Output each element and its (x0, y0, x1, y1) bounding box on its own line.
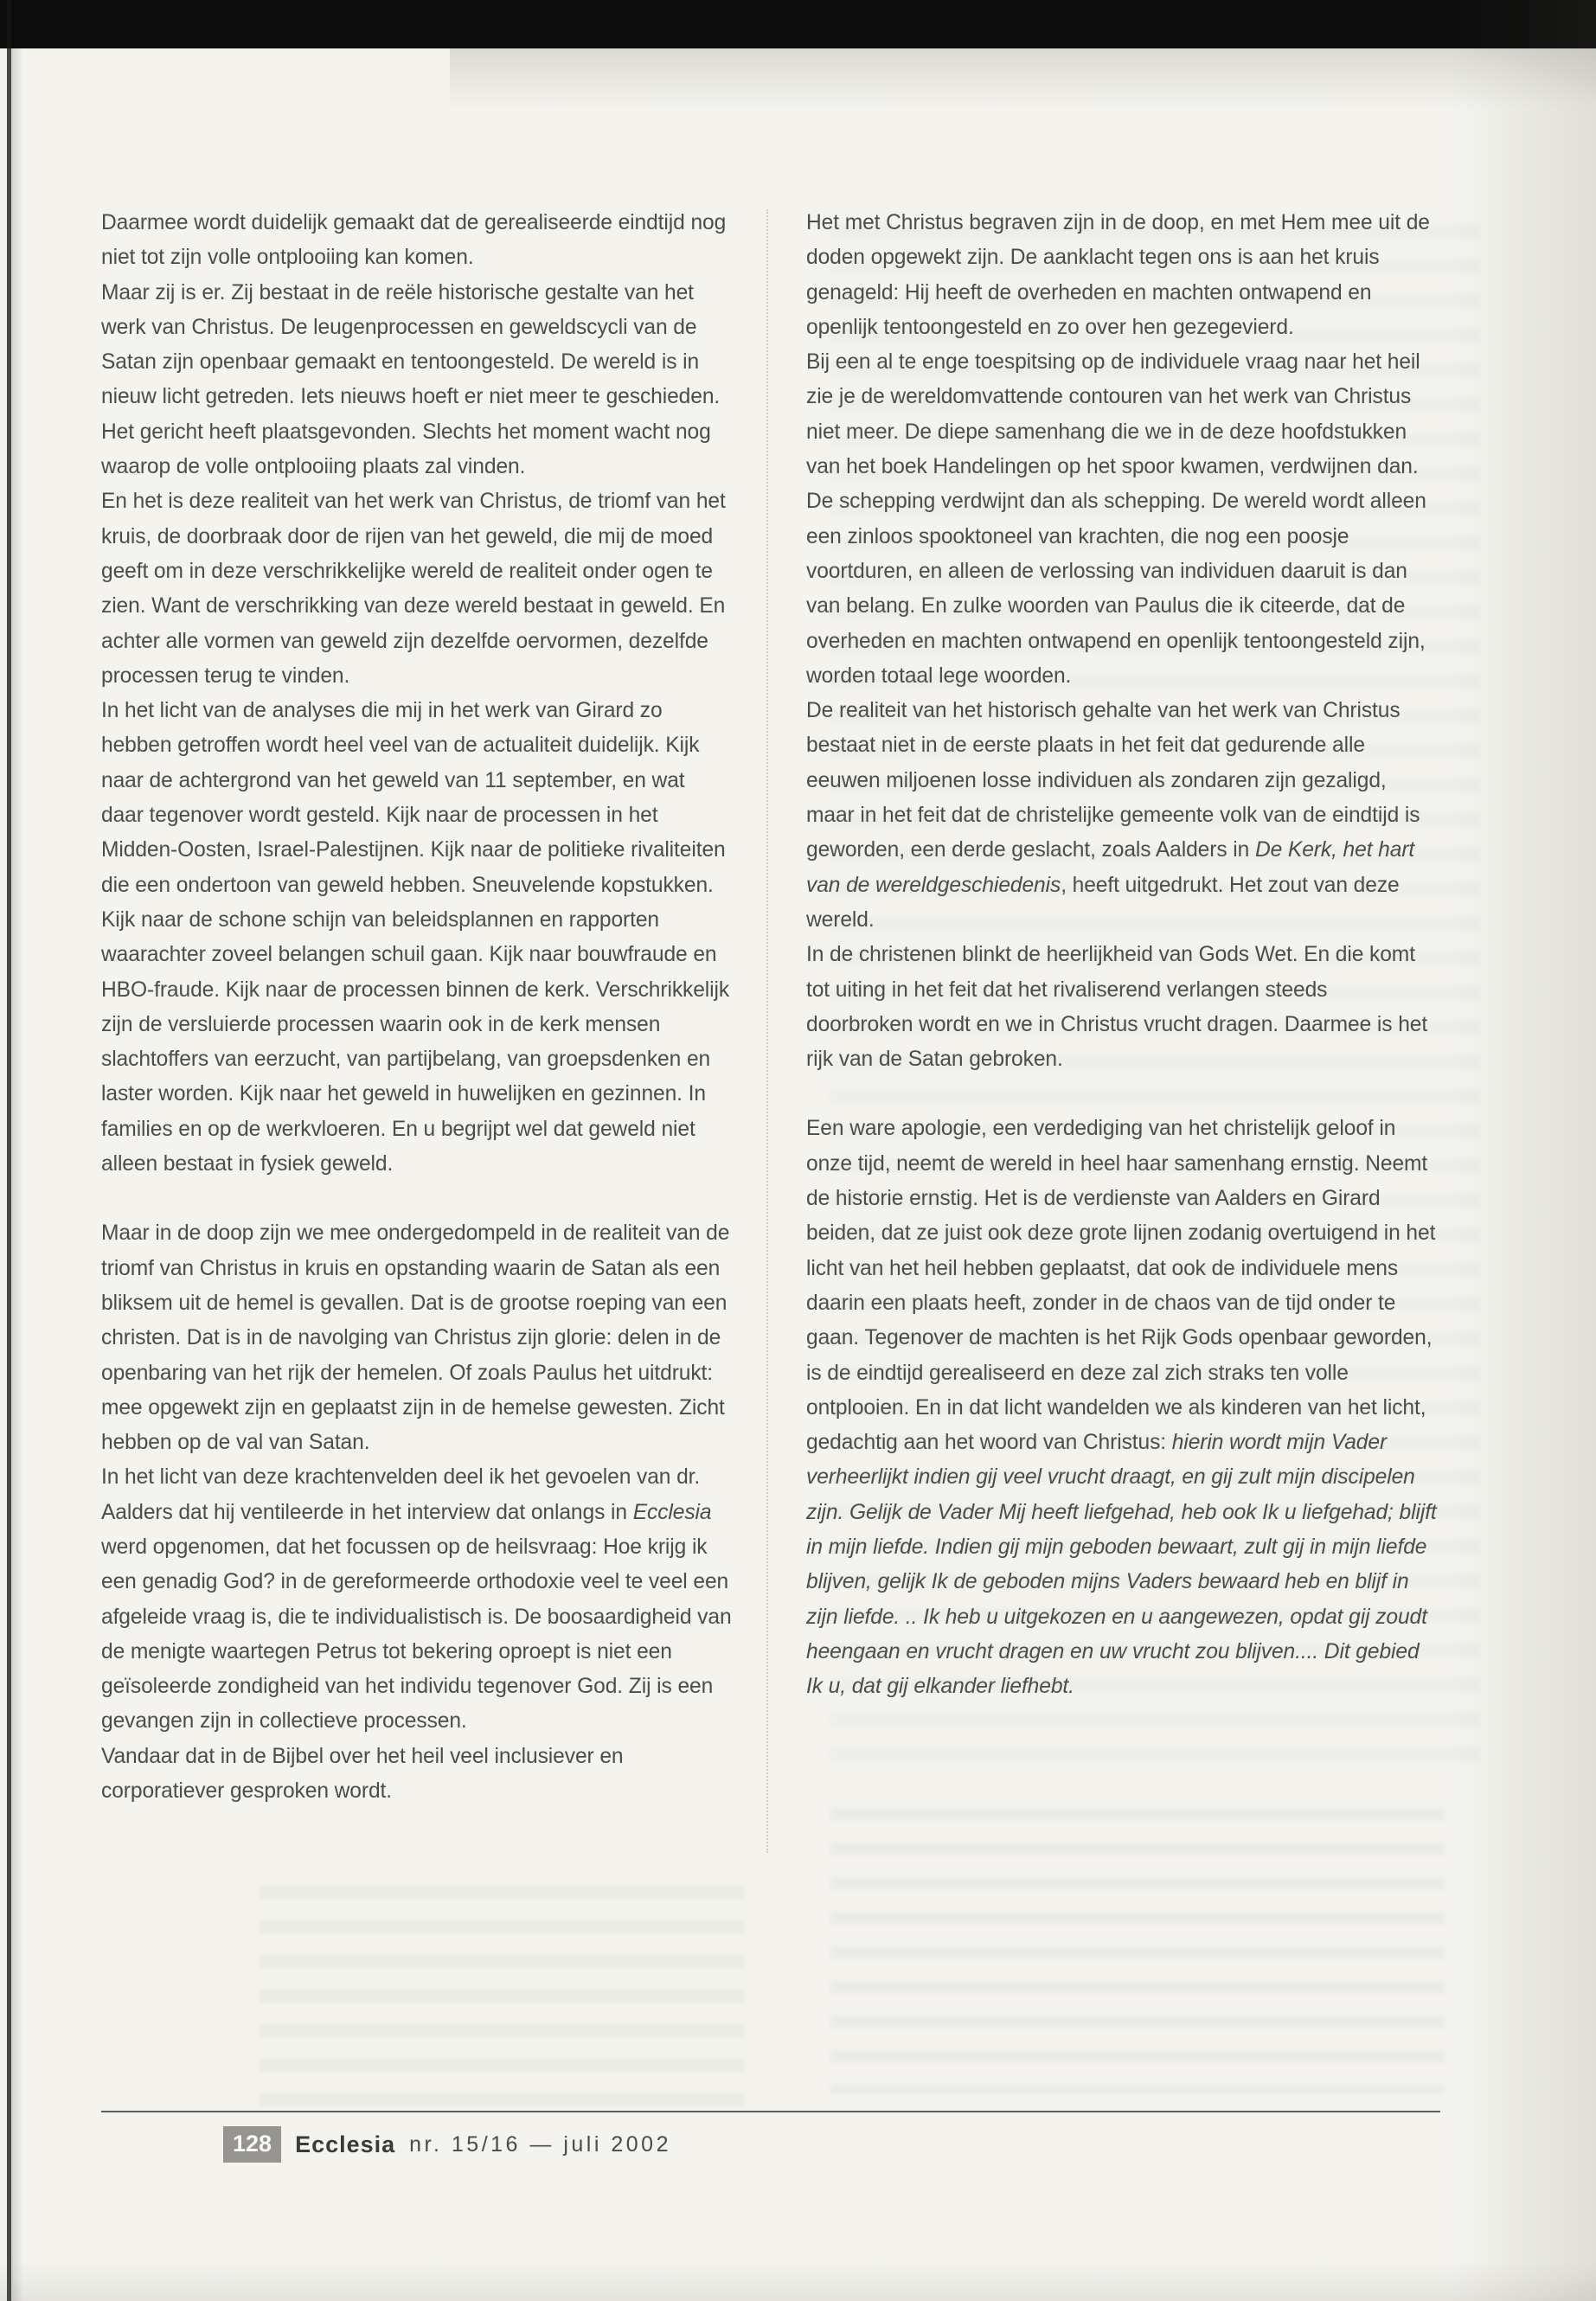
paragraph (101, 1460, 733, 1739)
text-segment: De realiteit van het historisch gehalte van het werk van Christus bestaat niet in de eerste plaats in het feit dat gedurende alle eeuwen miljoenen losse individuen als zondaren zijn gezaligd, maar in het feit dat de christelijke gemeente volk van de eindtijd is geworden, een derde geslacht, zoals Aalders in (806, 699, 1420, 862)
text-segment: Maar zij is er. Zij bestaat in de reële historische gestalte van het werk van Christus. De leugenprocessen en geweldscycli van de Satan zijn openbaar gemaakt en tentoongesteld. De wereld is in nieuw licht getreden. Iets nieuws hoeft er niet meer te geschieden. Het gericht heeft plaatsgevonden. Slechts het moment wacht nog waarop de volle ontplooiing plaats zal vinden. (101, 280, 721, 479)
scan-left-edge-shadow (11, 0, 23, 2301)
text-segment: Vandaar dat in de Bijbel over het heil veel inclusiever en corporatiever gesproken wordt. (101, 1744, 624, 1804)
column-left (101, 206, 733, 1809)
paragraph (101, 1216, 733, 1460)
text-segment: In het licht van de analyses die mij in het werk van Girard zo hebben getroffen wordt heel veel van de actualiteit duidelijk. Kijk naar de achtergrond van het geweld van 11 september, en wat daar tegenover wordt gesteld. Kijk naar de processen in het Midden-Oosten, Israel-Palestijnen. Kijk naar de politieke rivaliteiten die een ondertoon van geweld hebben. Sneuvelende kopstukken. Kijk naar de schone schijn van beleidsplannen en rapporten waarachter zoveel belangen schuil gaan. Kijk naar bouwfraude en HBO-fraude. Kijk naar de processen binnen de kerk. Verschrikkelijk zijn de versluierde processen waarin ook in de kerk mensen slachtoffers van eerzucht, van partijbelang, van groepsdenken en laster worden. Kijk naar het geweld in huwelijken en gezinnen. In families en op de werkvloeren. En u begrijpt wel dat geweld niet alleen bestaat in fysiek geweld. (101, 699, 730, 1176)
paragraph (101, 694, 733, 1182)
paragraph (806, 938, 1438, 1077)
paragraph (101, 276, 733, 485)
column-separator (766, 209, 768, 1853)
paragraph (806, 694, 1438, 938)
text-segment: Daarmee wordt duidelijk gemaakt dat de gerealiseerde eindtijd nog niet tot zijn volle ontplooiing kan komen. (101, 211, 727, 270)
paragraph (101, 484, 733, 694)
paragraph (806, 345, 1438, 694)
text-segment: Bij een al te enge toespitsing op de individuele vraag naar het heil zie je de wereldomvattende contouren van het werk van Christus niet meer. De diepe samenhang die we in de deze hoofdstukken van het boek Handelingen op het spoor kwamen, verdwijnen dan. De schepping verdwijnt dan als schepping. De wereld wordt alleen een zinloos spooktoneel van krachten, die nog een poosje voortduren, en alleen de verlossing van individuen daaruit is dan van belang. En zulke woorden van Paulus die ik citeerde, dat de overheden en machten ontwapend en openlijk tentoongesteld zijn, worden totaal lege woorden. (806, 350, 1426, 688)
paragraph (101, 206, 733, 276)
scan-top-shadow (450, 48, 1596, 109)
paragraph (101, 1740, 733, 1810)
footer (223, 2126, 671, 2163)
scan-right-shade (1449, 0, 1596, 2301)
text-segment: In de christenen blinkt de heerlijkheid van Gods Wet. En die komt tot uiting in het feit dat het rivaliserend verlangen steeds doorbroken wordt en we in Christus vrucht dragen. Daarmee is het rijk van de Satan gebroken. (806, 943, 1428, 1072)
issue-info: nr. 15/16 — juli 2002 (409, 2131, 671, 2157)
italic-text-segment: De Kerk, het hart van de wereldgeschiedenis (806, 838, 1415, 897)
text-segment: werd opgenomen, dat het focussen op de heilsvraag: Hoe krijg ik een genadig God? in de gereformeerde orthodoxie veel te veel een afgeleide vraag is, die te individualistisch is. De boosaardigheid van de menigte waartegen Petrus tot bekering oproept is niet een geïsoleerde zondigheid van het individu tegenover God. Zij is een gevangen zijn in collectieve processen. (101, 1535, 732, 1734)
text-segment: Een ware apologie, een verdediging van het christelijk geloof in onze tijd, neemt de wereld in heel haar samenhang ernstig. Neemt de historie ernstig. Het is de verdienste van Aalders en Girard beiden, dat ze juist ook deze grote lijnen zodanig overtuigend in het licht van het heil hebben geplaatst, dat ook de individuele mens daarin een plaats heeft, zonder in de chaos van de tijd onder te gaan. Tegenover de machten is het Rijk Gods openbaar geworden, is de eindtijd gerealiseerd en deze zal zich straks ten volle ontplooien. En in dat licht wandelden we als kinderen van het licht, gedachtig aan het woord van Christus: (806, 1117, 1436, 1455)
column-right (806, 206, 1438, 1704)
bleed-through-texture (830, 1808, 1445, 2093)
text-segment: Het met Christus begraven zijn in de doop, en met Hem mee uit de doden opgewekt zijn. De aanklacht tegen ons is aan het kruis genageld: Hij heeft de overheden en machten ontwapend en openlijk tentoongesteld en zo over hen gezegevierd. (806, 211, 1430, 339)
paragraph (806, 1112, 1438, 1704)
text-segment: En het is deze realiteit van het werk van Christus, de triomf van het kruis, de doorbraak door de rijen van het geweld, die mij de moed geeft om in deze verschrikkelijke wereld de realiteit onder ogen te zien. Want de verschrikking van deze wereld bestaat in geweld. En achter alle vormen van geweld zijn dezelfde oervormen, dezelfde processen terug te vinden. (101, 490, 726, 688)
page-number-badge: 128 (223, 2126, 281, 2163)
scan-top-edge (0, 0, 1596, 48)
footer-rule (101, 2111, 1440, 2112)
journal-name: Ecclesia (295, 2131, 396, 2157)
bleed-through-texture (260, 1886, 744, 2106)
text-segment: In het licht van deze krachtenvelden deel ik het gevoelen van dr. Aalders dat hij ventileerde in het interview dat onlangs in (101, 1465, 701, 1524)
scan-bottom-shade (0, 2261, 1596, 2301)
text-segment: , heeft uitgedrukt. Het zout van deze wereld. (806, 873, 1400, 932)
italic-text-segment: Ecclesia (632, 1500, 712, 1524)
paragraph (806, 206, 1438, 345)
text-segment: Maar in de doop zijn we mee ondergedompeld in de realiteit van de triomf van Christus in kruis en opstanding waarin de Satan als een bliksem uit de hemel is gevallen. Dat is de grootse roeping van een christen. Dat is in de navolging van Christus zijn glorie: delen in de openbaring van het rijk der hemelen. Of zoals Paulus het uitdrukt: mee opgewekt zijn en geplaatst zijn in de hemelse gewesten. Zicht hebben op de val van Satan. (101, 1221, 730, 1455)
italic-text-segment: hierin wordt mijn Vader verheerlijkt indien gij veel vrucht draagt, en gij zult mijn discipelen zijn. Gelijk de Vader Mij heeft liefgehad, heb ook Ik u liefgehad; blijft in mijn liefde. Indien gij mijn geboden bewaart, zult gij in mijn liefde blijven, gelijk Ik de geboden mijns Vaders bewaard heb en blijf in zijn liefde. .. Ik heb u uitgekozen en u aangewezen, opdat gij zoudt heengaan en vrucht dragen en uw vrucht zou blijven.... Dit gebied Ik u, dat gij elkander liefhebt. (806, 1431, 1437, 1699)
